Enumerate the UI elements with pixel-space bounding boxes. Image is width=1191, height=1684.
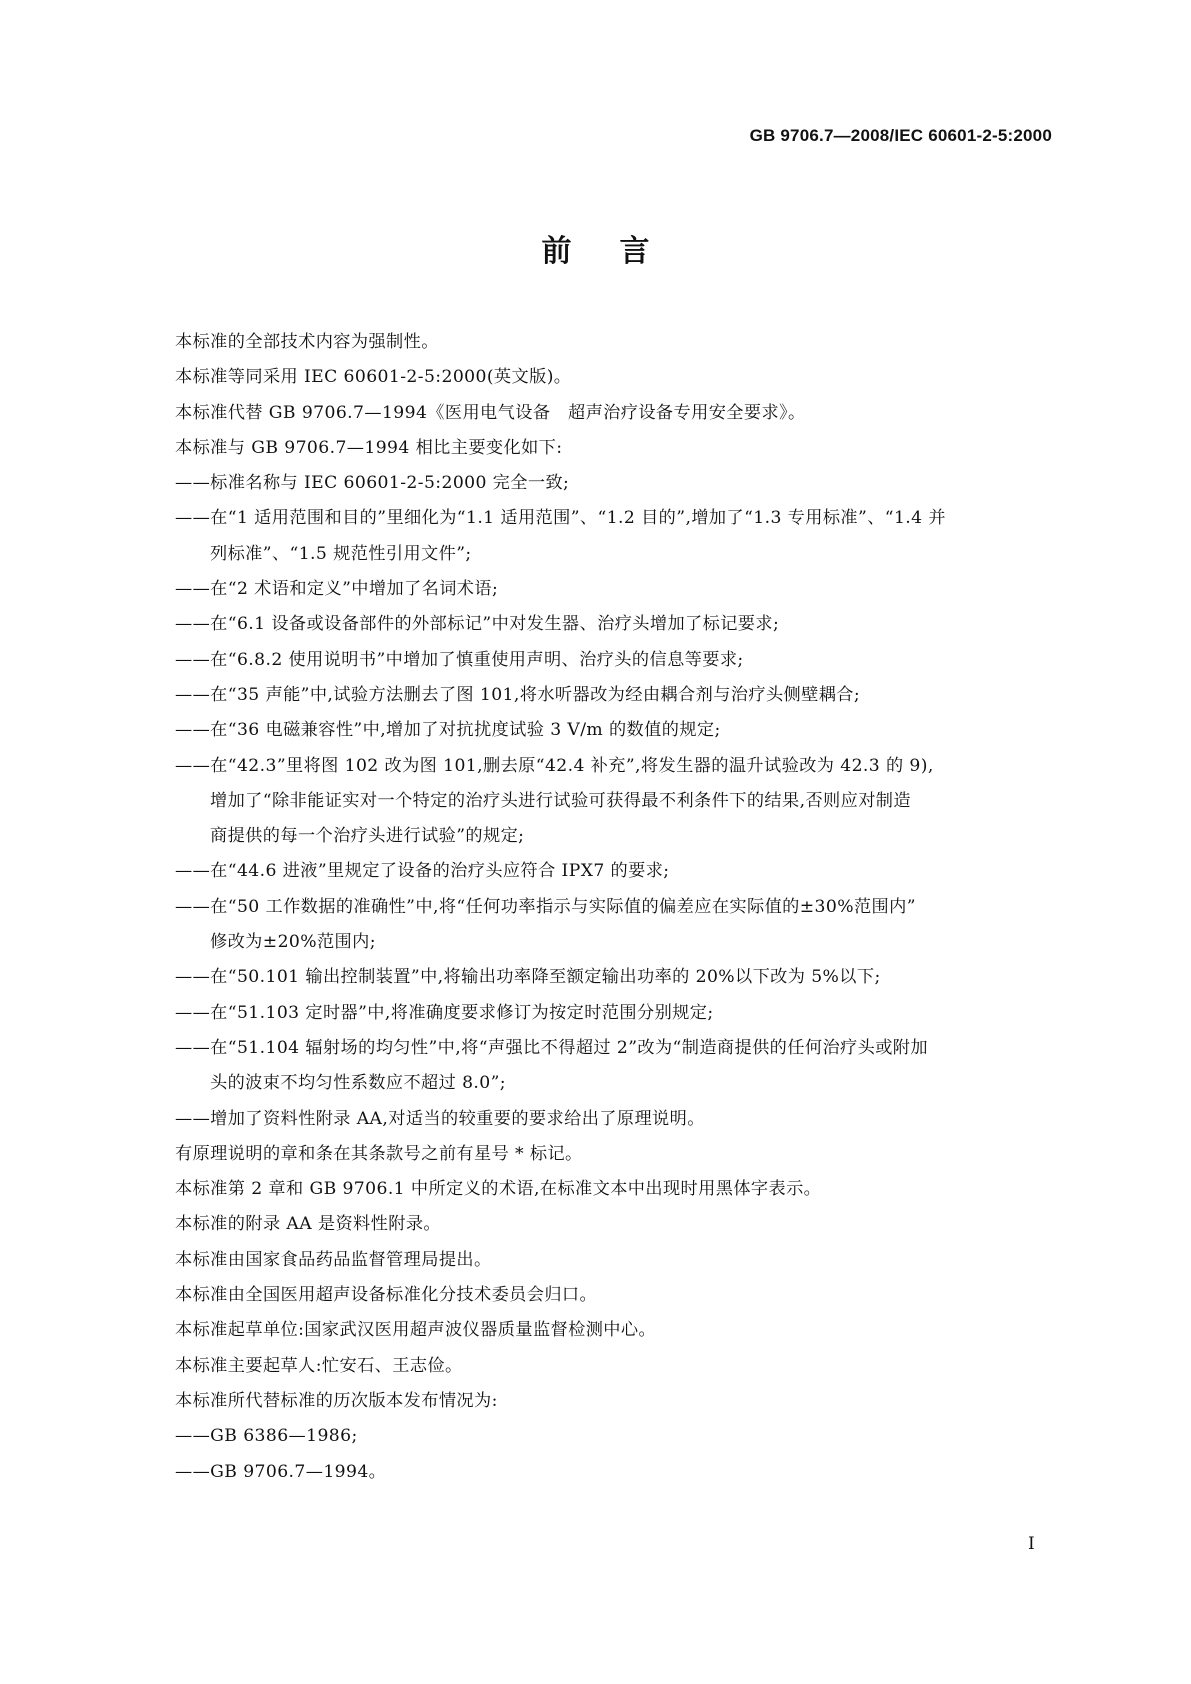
text-line: 本标准等同采用 IEC 60601-2-5:2000(英文版)。 — [175, 367, 572, 388]
change-item-continuation: 修改为±20%范围内; — [210, 932, 376, 953]
text-line: 有原理说明的章和条在其条款号之前有星号 * 标记。 — [175, 1143, 583, 1164]
change-item: ——在“36 电磁兼容性”中,增加了对抗扰度试验 3 V/m 的数值的规定; — [175, 720, 721, 741]
text-line: 本标准起草单位:国家武汉医用超声波仪器质量监督检测中心。 — [175, 1320, 657, 1341]
standard-code-header: GB 9706.7—2008/IEC 60601-2-5:2000 — [749, 126, 1052, 145]
change-item: ——在“51.103 定时器”中,将准确度要求修订为按定时范围分别规定; — [175, 1002, 714, 1023]
change-item: ——在“2 术语和定义”中增加了名词术语; — [175, 579, 499, 600]
text-line: 本标准的附录 AA 是资料性附录。 — [175, 1214, 441, 1235]
text-line: 本标准代替 GB 9706.7—1994《医用电气设备 超声治疗设备专用安全要求》。 — [175, 402, 806, 423]
change-item-continuation: 头的波束不均匀性系数应不超过 8.0”; — [210, 1073, 507, 1094]
change-item: ——标准名称与 IEC 60601-2-5:2000 完全一致; — [175, 473, 570, 494]
change-item: ——在“44.6 进液”里规定了设备的治疗头应符合 IPX7 的要求; — [175, 861, 670, 882]
text-line: 本标准第 2 章和 GB 9706.1 中所定义的术语,在标准文本中出现时用黑体字表示。 — [175, 1179, 822, 1200]
previous-edition-item: ——GB 9706.7—1994。 — [175, 1461, 387, 1482]
change-item: ——在“35 声能”中,试验方法删去了图 101,将水听器改为经由耦合剂与治疗头侧壁耦合; — [175, 684, 861, 705]
change-item: ——在“50.101 输出控制装置”中,将输出功率降至额定输出功率的 20%以下改为 5%以下; — [175, 967, 881, 988]
change-item: ——在“6.8.2 使用说明书”中增加了慎重使用声明、治疗头的信息等要求; — [175, 649, 744, 670]
change-item-continuation: 增加了“除非能证实对一个特定的治疗头进行试验可获得最不利条件下的结果,否则应对制造 — [210, 790, 911, 811]
change-item-continuation: 商提供的每一个治疗头进行试验”的规定; — [210, 826, 525, 847]
page-title: 前言 — [541, 234, 698, 269]
text-line: 本标准的全部技术内容为强制性。 — [175, 332, 439, 352]
text-line: 本标准所代替标准的历次版本发布情况为: — [175, 1390, 498, 1411]
previous-edition-item: ——GB 6386—1986; — [175, 1426, 358, 1447]
change-item: ——在“42.3”里将图 102 改为图 101,删去原“42.4 补充”,将发生器的温升试验改为 42.3 的 9), — [175, 755, 934, 776]
page-number: I — [1028, 1534, 1035, 1554]
change-item-continuation: 列标准”、“1.5 规范性引用文件”; — [210, 543, 472, 564]
change-item: ——在“50 工作数据的准确性”中,将“任何功率指示与实际值的偏差应在实际值的±30%范围内” — [175, 896, 916, 917]
text-line: 本标准由国家食品药品监督管理局提出。 — [175, 1249, 492, 1270]
change-item: ——在“51.104 辐射场的均匀性”中,将“声强比不得超过 2”改为“制造商提供的任何治疗头或附加 — [175, 1037, 928, 1058]
foreword-body — [175, 325, 1060, 1490]
change-item: ——在“1 适用范围和目的”里细化为“1.1 适用范围”、“1.2 目的”,增加了“1.3 专用标准”、“1.4 并 — [175, 508, 946, 529]
change-item: ——增加了资料性附录 AA,对适当的较重要的要求给出了原理说明。 — [175, 1108, 705, 1129]
text-line: 本标准与 GB 9706.7—1994 相比主要变化如下: — [175, 437, 563, 458]
text-line: 本标准主要起草人:忙安石、王志俭。 — [175, 1355, 463, 1376]
change-item: ——在“6.1 设备或设备部件的外部标记”中对发生器、治疗头增加了标记要求; — [175, 614, 780, 635]
text-line: 本标准由全国医用超声设备标准化分技术委员会归口。 — [175, 1285, 598, 1306]
